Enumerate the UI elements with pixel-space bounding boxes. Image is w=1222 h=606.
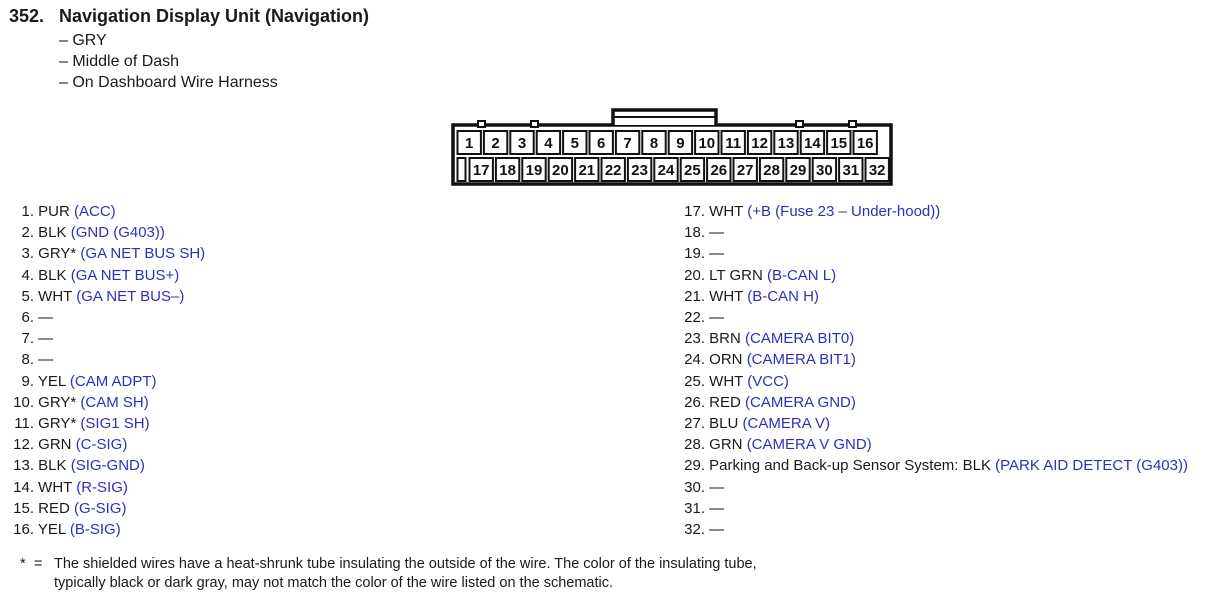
pin-number: 30. [684, 478, 705, 496]
cavity-label: 9 [676, 135, 685, 152]
pin-signal: (GA NET BUS SH) [80, 245, 206, 263]
pin-number: 25. [684, 372, 705, 390]
pin-row [665, 245, 724, 262]
pin-number: 26. [684, 393, 705, 411]
cavity-label: 2 [491, 135, 500, 152]
pin-wire-color: WHT [38, 287, 73, 305]
pin-signal: (SIG1 SH) [80, 415, 150, 432]
pin-wire-color: BLU [709, 415, 739, 432]
pin-wire-color: — [709, 521, 725, 538]
cavity-label: 22 [604, 162, 622, 179]
cavity-label: 15 [830, 135, 848, 152]
pin-row [0, 203, 116, 220]
pin-number: 14. [13, 478, 34, 496]
cavity-label: 21 [578, 162, 596, 179]
pin-signal: (GA NET BUS–) [76, 287, 185, 305]
pin-row [665, 415, 830, 432]
pin-number: 19. [684, 245, 705, 263]
pin-wire-color: BLK [38, 457, 67, 475]
pin-number: 12. [13, 436, 34, 454]
cavity-label: 18 [499, 162, 516, 179]
cavity-label: 25 [684, 162, 701, 179]
pin-wire-color: BRN [709, 330, 741, 348]
pin-wire-color: — [709, 309, 725, 326]
pin-wire-color: Parking and Back-up Sensor System: BLK [709, 457, 991, 475]
pin-wire-color: BLK [38, 266, 67, 284]
detail-color: – GRY [59, 32, 107, 49]
pin-signal: (B-CAN L) [766, 266, 837, 284]
pin-signal: (CAMERA BIT1) [746, 351, 856, 369]
pin-number: 9. [21, 372, 34, 390]
pin-row [665, 203, 940, 220]
cavity-label: 24 [657, 162, 675, 179]
cavity-label: 31 [842, 162, 860, 179]
pin-signal: (B-SIG) [69, 521, 121, 538]
pin-signal: (CAMERA V GND) [746, 436, 872, 454]
pin-row [665, 436, 872, 453]
pin-number: 3. [21, 245, 34, 263]
cavity-label: 27 [736, 162, 754, 179]
pin-row [0, 245, 205, 262]
pin-signal: (CAMERA BIT0) [745, 330, 855, 348]
pin-row [665, 351, 856, 368]
connector-tab [531, 121, 538, 127]
pin-number: 4. [21, 266, 34, 284]
cavity-label: 26 [710, 162, 728, 179]
pin-wire-color: — [709, 478, 725, 496]
pin-wire-color: WHT [709, 203, 744, 220]
pin-wire-color: — [38, 330, 54, 348]
cavity-label: 10 [698, 135, 716, 152]
pin-wire-color: WHT [709, 372, 744, 390]
pin-number: 1. [21, 203, 34, 220]
title-text: Navigation Display Unit (Navigation) [59, 6, 370, 26]
footnote-equals: = [34, 556, 43, 572]
cavity-label: 7 [623, 135, 632, 152]
cavity-label: 29 [789, 162, 807, 179]
cavity-label: 5 [570, 135, 579, 152]
pin-wire-color: GRY* [38, 245, 77, 263]
pin-number: 15. [13, 499, 34, 517]
cavity-label: 30 [816, 162, 833, 179]
pin-row [0, 521, 121, 538]
pin-row [0, 330, 53, 347]
pin-wire-color: — [709, 499, 725, 517]
pin-signal: (B-CAN H) [747, 287, 819, 305]
pin-signal: (C-SIG) [75, 436, 128, 454]
cavity-label: 16 [856, 135, 874, 152]
footnote-symbol: * [20, 556, 26, 572]
pin-number: 16. [13, 521, 34, 538]
pin-number: 8. [21, 351, 34, 369]
connector-tab [849, 121, 856, 127]
cavity-label: 1 [465, 135, 474, 152]
pin-row [0, 436, 127, 453]
pin-row [0, 415, 150, 432]
pin-row [665, 500, 724, 517]
cavity-label: 28 [763, 162, 780, 179]
cavity-label: 6 [597, 135, 606, 152]
detail-harness: – On Dashboard Wire Harness [59, 74, 278, 91]
pin-signal: (CAMERA V) [742, 415, 831, 432]
pin-row [0, 267, 179, 284]
pin-row [0, 309, 53, 326]
pin-signal: (CAM ADPT) [69, 372, 157, 390]
pin-number: 32. [684, 521, 705, 538]
connector-diagram [450, 108, 895, 188]
pin-wire-color: WHT [709, 287, 744, 305]
pin-number: 29. [684, 457, 705, 475]
pin-signal: (VCC) [747, 372, 789, 390]
pin-row [665, 224, 724, 241]
pin-row [0, 351, 53, 368]
connector-tab [796, 121, 803, 127]
pin-wire-color: BLK [38, 224, 67, 242]
footnote-line-2: typically black or dark gray, may not match the color of the wire listed on the schematic. [54, 575, 614, 591]
cavity-label: 12 [751, 135, 768, 152]
pin-row [665, 330, 854, 347]
pin-signal: (ACC) [74, 203, 116, 220]
cavity-label: 19 [525, 162, 543, 179]
pin-row [665, 521, 724, 538]
pin-wire-color: GRN [38, 436, 72, 454]
pin-number: 31. [684, 499, 705, 517]
pin-number: 20. [684, 266, 705, 284]
pin-wire-color: GRY* [38, 393, 77, 411]
footnote-line-1: The shielded wires have a heat-shrunk tube insulating the outside of the wire. The color of the insulating tube, [54, 556, 757, 572]
cavity-label: 17 [472, 162, 490, 179]
pin-signal: (GND (G403)) [70, 224, 165, 242]
pin-row [0, 394, 149, 411]
cavity-label: 11 [725, 135, 742, 152]
pin-wire-color: RED [38, 499, 70, 517]
pin-signal: (SIG-GND) [70, 457, 145, 475]
pin-signal: (+B (Fuse 23 – Under-hood)) [747, 203, 941, 220]
pin-number: 28. [684, 436, 705, 454]
cavity-label: 3 [517, 135, 527, 152]
pin-number: 24. [684, 351, 705, 369]
pin-wire-color: ORN [709, 351, 743, 369]
pin-wire-color: PUR [38, 203, 70, 220]
pin-wire-color: LT GRN [709, 266, 763, 284]
pin-row [0, 479, 128, 496]
connector-tab [478, 121, 485, 127]
section-number: 352. [9, 6, 45, 26]
pin-row [665, 457, 1188, 474]
pin-wire-color: YEL [37, 521, 66, 538]
pin-number: 27. [684, 415, 705, 432]
pin-row [0, 457, 145, 474]
pin-signal: (R-SIG) [76, 478, 128, 496]
pin-number: 11. [14, 415, 34, 432]
pin-wire-color: GRY* [38, 415, 77, 432]
pin-signal: (CAMERA GND) [745, 393, 856, 411]
cavity-label: 23 [631, 162, 648, 179]
pin-row [0, 500, 127, 517]
pin-signal: (G-SIG) [74, 499, 127, 517]
cavity-label: 8 [649, 135, 659, 152]
pin-number: 13. [13, 457, 34, 475]
pin-row [665, 394, 856, 411]
pin-number: 7. [21, 330, 34, 348]
pin-signal: (PARK AID DETECT (G403)) [995, 457, 1188, 475]
pin-number: 21. [684, 287, 705, 305]
pin-number: 17. [684, 203, 705, 220]
pin-number: 18. [684, 224, 705, 242]
pin-row [0, 373, 157, 390]
pin-wire-color: GRN [709, 436, 743, 454]
detail-location: – Middle of Dash [59, 53, 180, 70]
pin-row [665, 373, 789, 390]
cavity-label: 32 [868, 162, 886, 179]
pin-number: 22. [684, 309, 705, 326]
pin-row [0, 288, 184, 305]
pin-wire-color: WHT [38, 478, 73, 496]
cavity-label: 14 [804, 135, 821, 152]
pin-number: 5. [21, 287, 34, 305]
pin-wire-color: — [709, 245, 725, 263]
pin-number: 6. [21, 309, 34, 326]
pin-wire-color: RED [709, 393, 741, 411]
blocked-cavity [458, 158, 466, 181]
pin-wire-color: — [38, 309, 54, 326]
pin-number: 23. [684, 330, 705, 348]
pin-signal: (CAM SH) [80, 393, 149, 411]
pin-number: 10. [13, 393, 34, 411]
cavity-label: 4 [544, 135, 553, 152]
pin-wire-color: — [38, 351, 54, 369]
pin-wire-color: — [709, 224, 725, 242]
pin-row [665, 288, 819, 305]
pin-row [665, 267, 836, 284]
pin-wire-color: YEL [37, 372, 66, 390]
pin-row [665, 309, 724, 326]
cavity-label: 20 [552, 162, 569, 179]
pin-row [665, 479, 724, 496]
page-title [9, 6, 369, 27]
pin-row [0, 224, 165, 241]
pin-number: 2. [21, 224, 34, 242]
cavity-label: 13 [777, 135, 795, 152]
pin-signal: (GA NET BUS+) [70, 266, 180, 284]
